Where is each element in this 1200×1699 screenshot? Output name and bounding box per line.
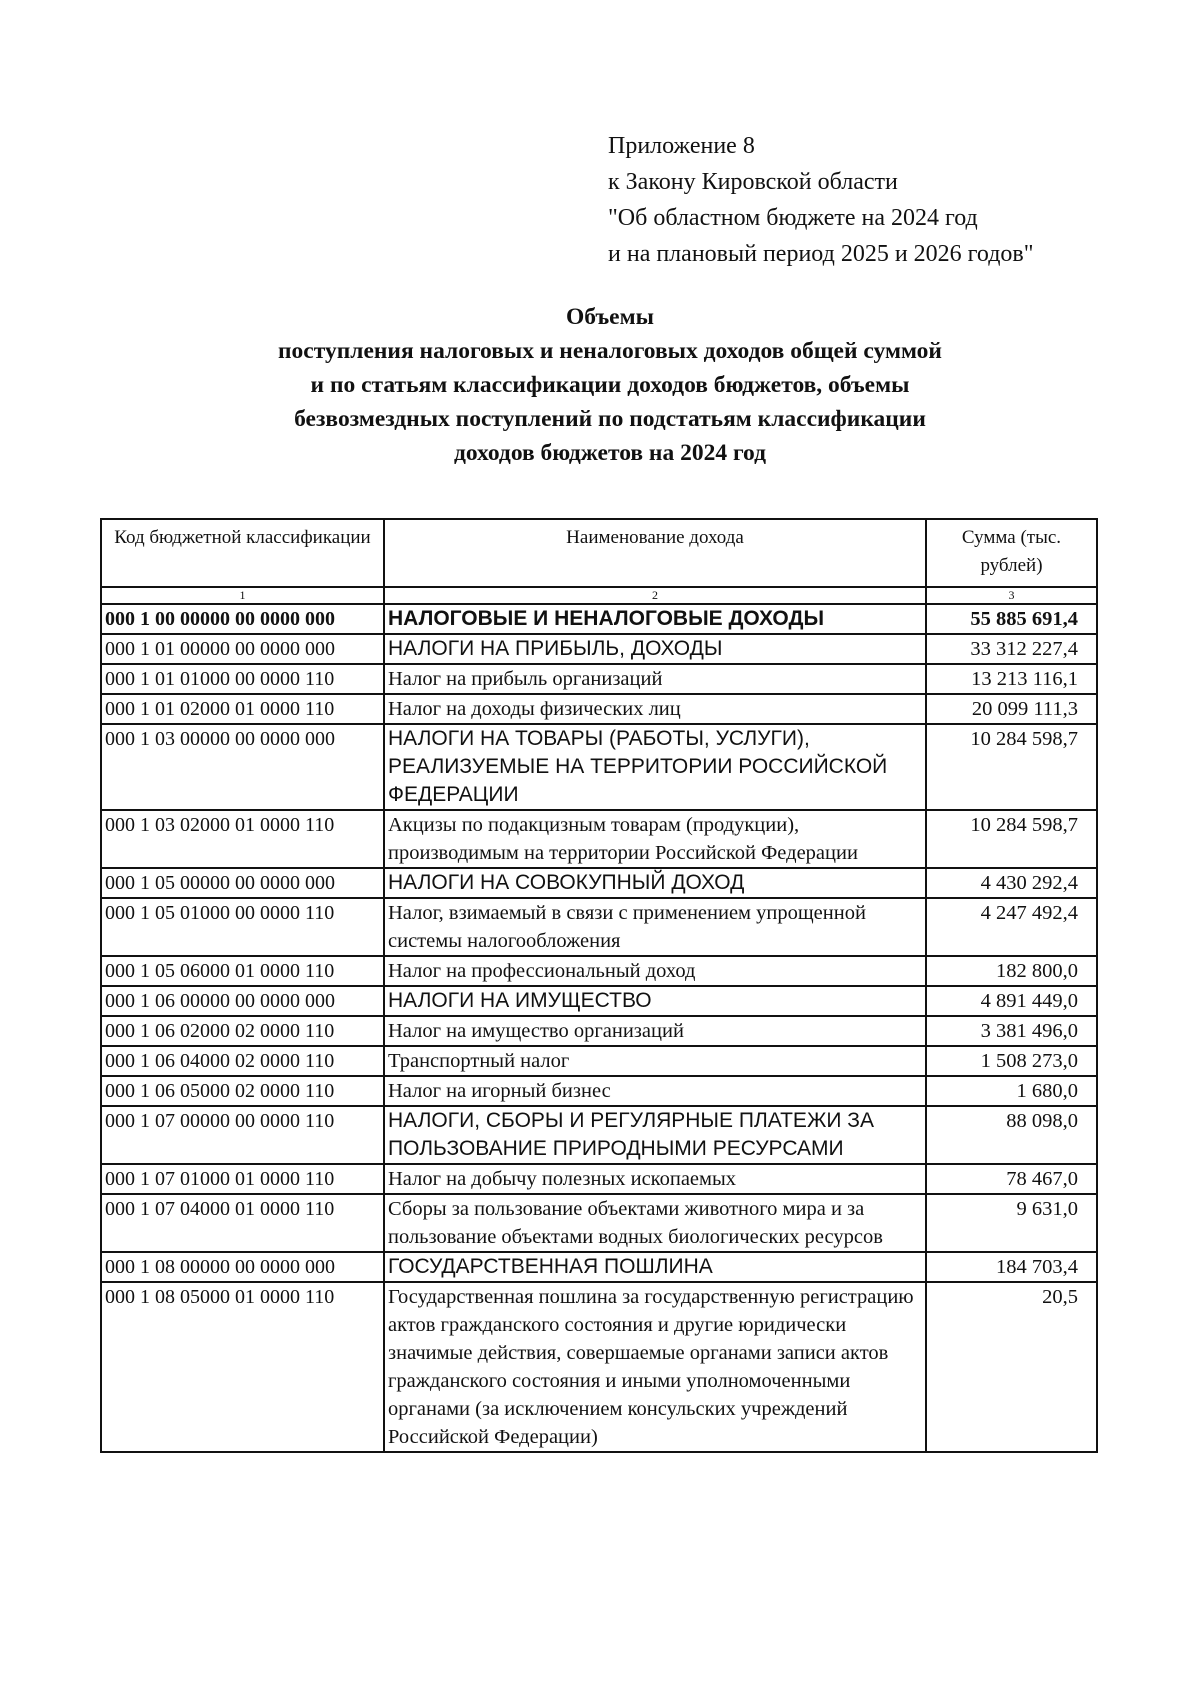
- row-amount: 10 284 598,7: [926, 810, 1097, 868]
- table-row: [101, 810, 1097, 868]
- row-code: 000 1 06 00000 00 0000 000: [101, 986, 384, 1016]
- row-name: Государственная пошлина за государственную регистрацию актов гражданского состояния и другие юридически значимые действия, совершаемые органами записи актов гражданского состояния и иными уполномоченными органами (за исключением консульских учреждений Российской Федерации): [384, 1282, 926, 1452]
- table-row: [101, 724, 1097, 810]
- table-row: [101, 1252, 1097, 1282]
- appendix-block: [608, 128, 1034, 272]
- row-amount: 9 631,0: [926, 1194, 1097, 1252]
- row-name: НАЛОГИ НА ПРИБЫЛЬ, ДОХОДЫ: [384, 634, 926, 664]
- row-name: ГОСУДАРСТВЕННАЯ ПОШЛИНА: [384, 1252, 926, 1282]
- table-row: [101, 956, 1097, 986]
- row-code: 000 1 07 00000 00 0000 110: [101, 1106, 384, 1164]
- row-amount: 1 680,0: [926, 1076, 1097, 1106]
- row-amount: 78 467,0: [926, 1164, 1097, 1194]
- row-amount: 4 891 449,0: [926, 986, 1097, 1016]
- row-name: Налог на имущество организаций: [384, 1016, 926, 1046]
- table-row: [101, 1076, 1097, 1106]
- row-amount: 184 703,4: [926, 1252, 1097, 1282]
- row-code: 000 1 06 04000 02 0000 110: [101, 1046, 384, 1076]
- column-number: 2: [384, 587, 926, 604]
- appendix-line: к Закону Кировской области: [608, 169, 898, 195]
- row-code: 000 1 03 00000 00 0000 000: [101, 724, 384, 810]
- table-row: [101, 1282, 1097, 1452]
- row-code: 000 1 03 02000 01 0000 110: [101, 810, 384, 868]
- row-code: 000 1 07 01000 01 0000 110: [101, 1164, 384, 1194]
- row-name: НАЛОГИ НА СОВОКУПНЫЙ ДОХОД: [384, 868, 926, 898]
- row-code: 000 1 01 02000 01 0000 110: [101, 694, 384, 724]
- row-name: Налог на добычу полезных ископаемых: [384, 1164, 926, 1194]
- row-code: 000 1 05 06000 01 0000 110: [101, 956, 384, 986]
- appendix-line: и на плановый период 2025 и 2026 годов": [608, 241, 1034, 267]
- row-name: Акцизы по подакцизным товарам (продукции), производимым на территории Российской Федерации: [384, 810, 926, 868]
- row-code: 000 1 05 01000 00 0000 110: [101, 898, 384, 956]
- column-number-row: [101, 587, 1097, 604]
- row-amount: 55 885 691,4: [926, 604, 1097, 634]
- table-row: [101, 634, 1097, 664]
- row-name: Налог на доходы физических лиц: [384, 694, 926, 724]
- row-name: Налог на игорный бизнес: [384, 1076, 926, 1106]
- header-code: Код бюджетной классификации: [101, 519, 384, 587]
- table-row: [101, 694, 1097, 724]
- table-row: [101, 1194, 1097, 1252]
- row-name: НАЛОГИ, СБОРЫ И РЕГУЛЯРНЫЕ ПЛАТЕЖИ ЗА ПОЛЬЗОВАНИЕ ПРИРОДНЫМИ РЕСУРСАМИ: [384, 1106, 926, 1164]
- row-code: 000 1 08 00000 00 0000 000: [101, 1252, 384, 1282]
- row-amount: 10 284 598,7: [926, 724, 1097, 810]
- table-row: [101, 604, 1097, 634]
- row-name: НАЛОГИ НА ИМУЩЕСТВО: [384, 986, 926, 1016]
- row-name: Сборы за пользование объектами животного мира и за пользование объектами водных биологических ресурсов: [384, 1194, 926, 1252]
- table-row: [101, 1046, 1097, 1076]
- row-name: НАЛОГИ НА ТОВАРЫ (РАБОТЫ, УСЛУГИ), РЕАЛИЗУЕМЫЕ НА ТЕРРИТОРИИ РОССИЙСКОЙ ФЕДЕРАЦИИ: [384, 724, 926, 810]
- row-amount: 4 430 292,4: [926, 868, 1097, 898]
- row-code: 000 1 08 05000 01 0000 110: [101, 1282, 384, 1452]
- row-code: 000 1 00 00000 00 0000 000: [101, 604, 384, 634]
- title-line: безвозмездных поступлений по подстатьям классификации: [294, 406, 926, 432]
- row-amount: 20,5: [926, 1282, 1097, 1452]
- row-name: Транспортный налог: [384, 1046, 926, 1076]
- table-row: [101, 868, 1097, 898]
- row-code: 000 1 06 05000 02 0000 110: [101, 1076, 384, 1106]
- title-line: и по статьям классификации доходов бюджетов, объемы: [310, 372, 910, 398]
- column-number: 1: [101, 587, 384, 604]
- table-row: [101, 1016, 1097, 1046]
- row-name: Налог на профессиональный доход: [384, 956, 926, 986]
- title-line: доходов бюджетов на 2024 год: [453, 440, 767, 466]
- table-row: [101, 898, 1097, 956]
- table-row: [101, 664, 1097, 694]
- row-amount: 88 098,0: [926, 1106, 1097, 1164]
- table-row: [101, 1164, 1097, 1194]
- document-title: [140, 300, 1080, 470]
- row-name: НАЛОГОВЫЕ И НЕНАЛОГОВЫЕ ДОХОДЫ: [384, 604, 926, 634]
- budget-table: [100, 518, 1098, 1453]
- row-amount: 3 381 496,0: [926, 1016, 1097, 1046]
- header-name: Наименование дохода: [384, 519, 926, 587]
- title-line: поступления налоговых и неналоговых доходов общей суммой: [278, 338, 942, 364]
- row-name: Налог на прибыль организаций: [384, 664, 926, 694]
- row-code: 000 1 01 00000 00 0000 000: [101, 634, 384, 664]
- table-row: [101, 986, 1097, 1016]
- row-code: 000 1 06 02000 02 0000 110: [101, 1016, 384, 1046]
- row-amount: 33 312 227,4: [926, 634, 1097, 664]
- row-amount: 182 800,0: [926, 956, 1097, 986]
- row-code: 000 1 05 00000 00 0000 000: [101, 868, 384, 898]
- row-code: 000 1 07 04000 01 0000 110: [101, 1194, 384, 1252]
- row-amount: 20 099 111,3: [926, 694, 1097, 724]
- row-code: 000 1 01 01000 00 0000 110: [101, 664, 384, 694]
- title-line: Объемы: [566, 304, 654, 330]
- appendix-line: Приложение 8: [608, 133, 755, 159]
- row-amount: 1 508 273,0: [926, 1046, 1097, 1076]
- row-amount: 4 247 492,4: [926, 898, 1097, 956]
- row-amount: 13 213 116,1: [926, 664, 1097, 694]
- table-header-row: [101, 519, 1097, 587]
- appendix-line: "Об областном бюджете на 2024 год: [608, 205, 978, 231]
- header-amount: Сумма (тыс. рублей): [926, 519, 1097, 587]
- row-name: Налог, взимаемый в связи с применением упрощенной системы налогообложения: [384, 898, 926, 956]
- table-row: [101, 1106, 1097, 1164]
- column-number: 3: [926, 587, 1097, 604]
